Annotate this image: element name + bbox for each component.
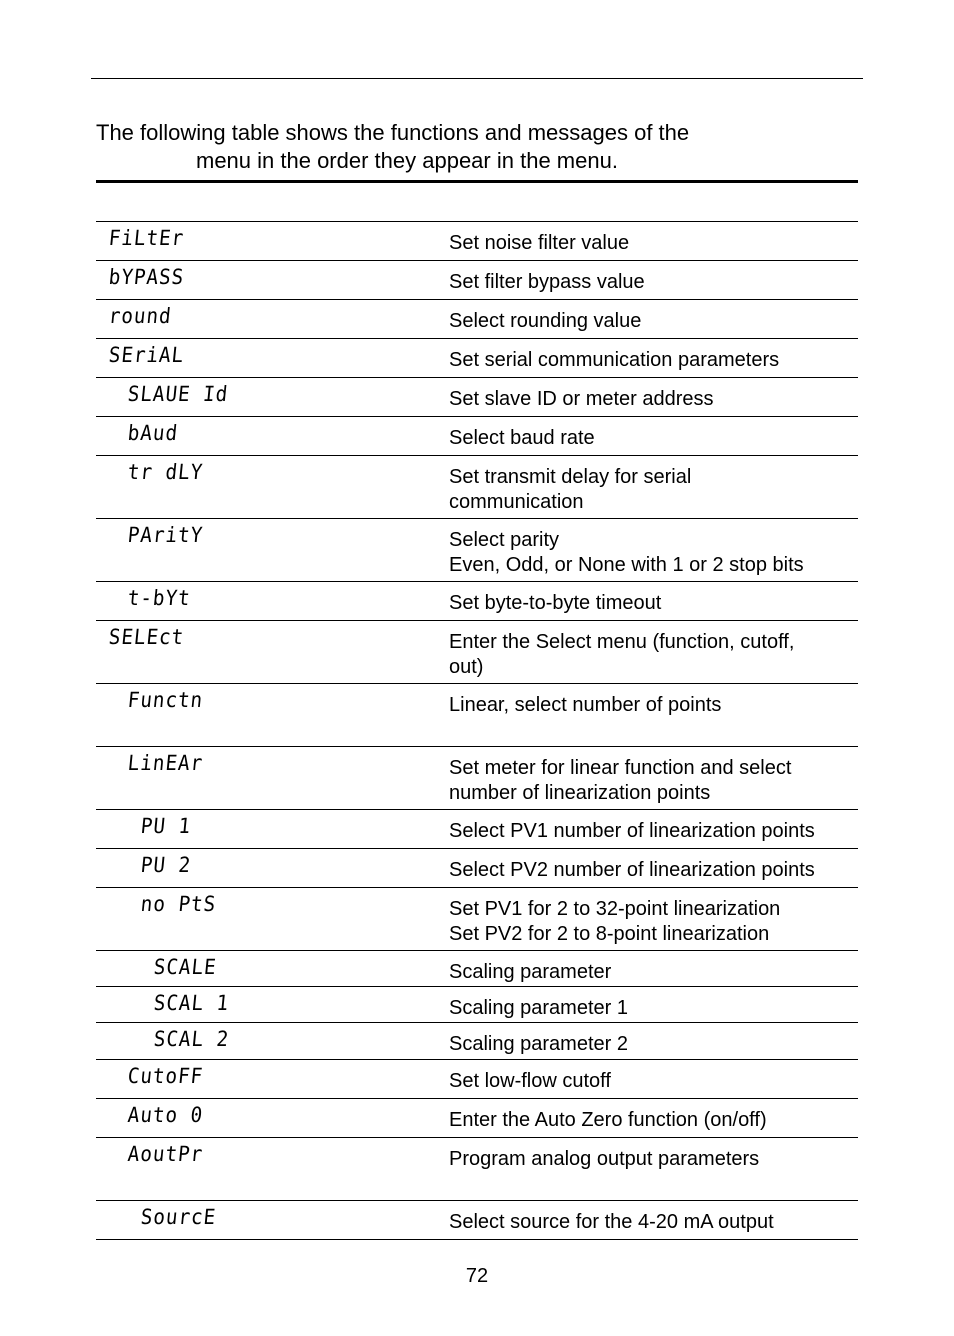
display-code: bYPASS <box>107 265 186 289</box>
page-number: 72 <box>465 1265 489 1287</box>
description: Scaling parameter 1 <box>449 997 628 1019</box>
table-row <box>96 300 858 339</box>
description: Select PV2 number of linearization points <box>449 859 815 881</box>
header-rule <box>91 78 863 79</box>
description: Set serial communication parameters <box>449 349 780 371</box>
description: Set noise filter value <box>449 232 630 254</box>
description: Set filter bypass value <box>449 271 645 293</box>
display-code: LinEAr <box>126 751 205 775</box>
table-row <box>96 1138 858 1201</box>
display-code: PAritY <box>126 523 205 547</box>
display-code: Functn <box>126 688 205 712</box>
description: Select parity Even, Odd, or None with 1 or 2 stop bits <box>449 529 804 576</box>
table-row <box>96 456 858 519</box>
table-row <box>96 417 858 456</box>
description: Set low-flow cutoff <box>449 1070 611 1092</box>
display-code: SLAUE Id <box>126 382 230 406</box>
table-row <box>96 987 858 1023</box>
intro-line-2: menu in the order they appear in the menu. <box>196 148 618 173</box>
description: Enter the Auto Zero function (on/off) <box>449 1109 767 1131</box>
display-code: SCALE <box>152 955 218 979</box>
table-row <box>96 621 858 684</box>
table-row <box>96 519 858 582</box>
table-row <box>96 339 858 378</box>
display-code: no PtS <box>139 892 218 916</box>
description: Scaling parameter 2 <box>449 1033 628 1055</box>
description: Select rounding value <box>449 310 642 332</box>
table-row <box>96 261 858 300</box>
table-row <box>96 1060 858 1099</box>
description: Set transmit delay for serial communication <box>449 466 692 513</box>
display-code: PU 1 <box>139 814 193 838</box>
table-row <box>96 951 858 987</box>
display-code: SCAL 1 <box>152 991 231 1015</box>
table-row <box>96 378 858 417</box>
intro-line-1: The following table shows the functions and messages of the <box>96 120 690 145</box>
display-code: AoutPr <box>126 1142 205 1166</box>
display-code: Auto 0 <box>126 1103 205 1127</box>
table-row <box>96 747 858 810</box>
display-code: SEriAL <box>107 343 186 367</box>
description: Select baud rate <box>449 427 595 449</box>
description: Set slave ID or meter address <box>449 388 714 410</box>
table-row <box>96 1023 858 1060</box>
display-code: round <box>107 304 173 328</box>
description: Scaling parameter <box>449 961 612 983</box>
description: Program analog output parameters <box>449 1148 760 1170</box>
display-code: SourcE <box>139 1205 218 1229</box>
table-row <box>96 222 858 261</box>
description: Select PV1 number of linearization points <box>449 820 815 842</box>
description: Select source for the 4-20 mA output <box>449 1211 774 1233</box>
display-code: FiLtEr <box>107 226 186 250</box>
description: Linear, select number of points <box>449 694 722 716</box>
table-row <box>96 1099 858 1138</box>
table-row <box>96 810 858 849</box>
table-row <box>96 849 858 888</box>
display-code: tr dLY <box>126 460 205 484</box>
display-code: SELEct <box>107 625 186 649</box>
description: Set meter for linear function and select number of linearization points <box>449 757 792 804</box>
description: Enter the Select menu (function, cutoff, out) <box>449 631 795 678</box>
display-code: bAud <box>126 421 180 445</box>
table-row <box>96 1201 858 1240</box>
display-code: PU 2 <box>139 853 193 877</box>
table-row <box>96 684 858 747</box>
description: Set PV1 for 2 to 32-point linearization Set PV2 for 2 to 8-point linearization <box>449 898 781 945</box>
table-row <box>96 582 858 621</box>
description: Set byte-to-byte timeout <box>449 592 662 614</box>
menu-table <box>96 221 858 1240</box>
table-row <box>96 888 858 951</box>
section-rule <box>96 180 858 183</box>
intro-paragraph <box>96 119 856 175</box>
display-code: CutoFF <box>126 1064 205 1088</box>
display-code: t-bYt <box>126 586 192 610</box>
display-code: SCAL 2 <box>152 1027 231 1051</box>
